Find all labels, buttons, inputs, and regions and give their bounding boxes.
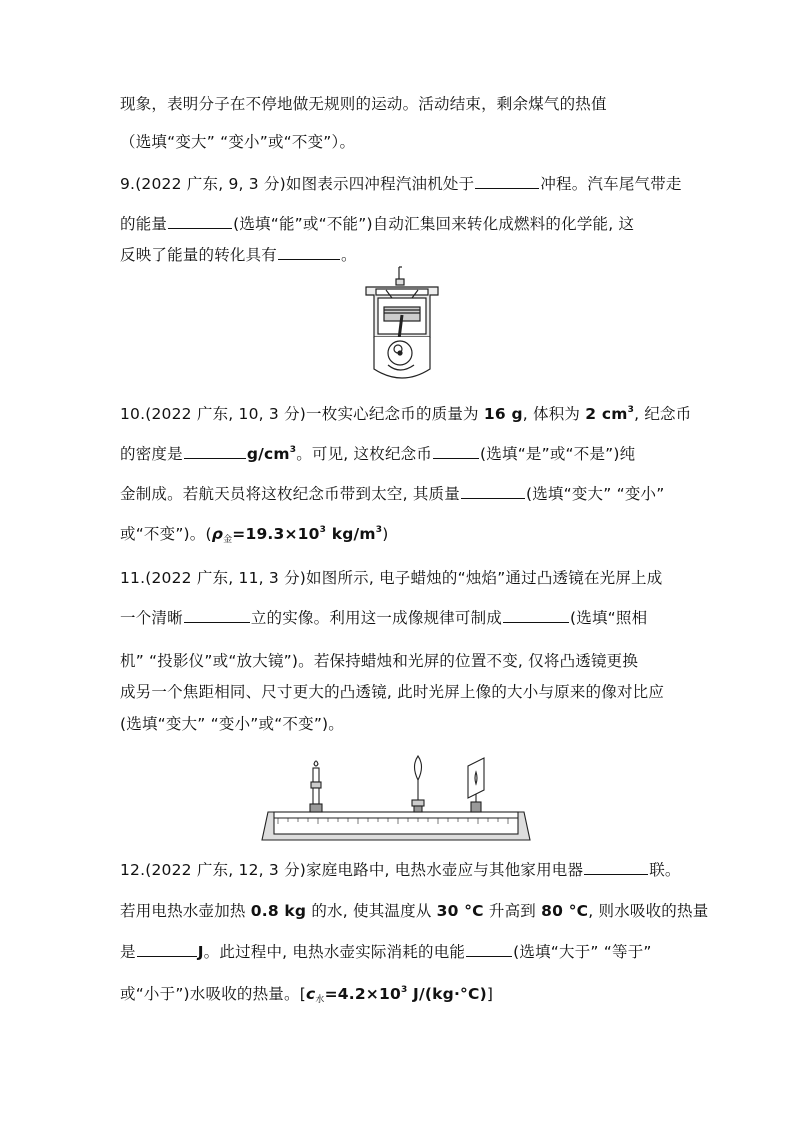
answer-blank[interactable]	[461, 484, 525, 499]
answer-blank[interactable]	[584, 860, 648, 875]
question-11: 11.(2022 广东, 11, 3 分)如图所示, 电子蜡烛的“烛焰”通过凸透镜在光屏上成	[120, 569, 663, 587]
text-line: 若用电热水壶加热 0.8 kg 的水, 使其温度从 30 °C 升高到 80 °C, 则水吸收的热量	[120, 902, 709, 920]
answer-blank[interactable]	[278, 245, 340, 260]
answer-blank[interactable]	[168, 214, 232, 229]
optical-bench-figure	[258, 744, 534, 844]
answer-blank[interactable]	[184, 444, 246, 459]
answer-blank[interactable]	[475, 174, 539, 189]
answer-blank[interactable]	[137, 942, 197, 957]
text-line: 的能量 (选填“能”或“不能”)自动汇集回来转化成燃料的化学能, 这	[120, 215, 635, 233]
question-10: 10.(2022 广东, 10, 3 分)一枚实心纪念币的质量为 16 g, 体积为 2 $cm^3$, 纪念币	[120, 405, 692, 423]
answer-blank[interactable]	[184, 608, 250, 623]
question-12: 12.(2022 广东, 12, 3 分)家庭电路中, 电热水壶应与其他家用电器 联。	[120, 861, 681, 879]
text-line: 的密度是 $g/cm^3$。可见, 这枚纪念币 (选填“是”或“不是”)纯	[120, 445, 636, 463]
text-line: 一个清晰 立的实像。利用这一成像规律可制成 (选填“照相	[120, 609, 648, 627]
text-line: 现象，表明分子在不停地做无规则的运动。活动结束，剩余煤气的热值	[120, 95, 607, 113]
text-line: （选填“变大” “变小”或“不变”）。	[120, 133, 356, 151]
answer-blank[interactable]	[503, 608, 569, 623]
text-line: 是 J。此过程中, 电热水壶实际消耗的电能 (选填“大于” “等于”	[120, 943, 652, 961]
text-line: 金制成。若航天员将这枚纪念币带到太空, 其质量 (选填“变大” “变小”	[120, 485, 665, 503]
answer-blank[interactable]	[433, 444, 479, 459]
engine-figure	[362, 265, 442, 383]
text-line: 或“小于”)水吸收的热量。[$c_水=4.2\times 10^3$ J/(kg·°C)]	[120, 985, 494, 1005]
text-line: 或“不变”)。($\rho_金=19.3\times 10^3$ $kg/m^3$)	[120, 525, 389, 545]
text-line: 反映了能量的转化具有 。	[120, 246, 357, 264]
answer-blank[interactable]	[466, 942, 512, 957]
question-9: 9.(2022 广东, 9, 3 分)如图表示四冲程汽油机处于 冲程。汽车尾气带走	[120, 175, 682, 193]
text-line: 机” “投影仪”或“放大镜”)。若保持蜡烛和光屏的位置不变, 仅将凸透镜更换	[120, 652, 639, 670]
text-line: (选填“变大” “变小”或“不变”)。	[120, 715, 345, 733]
text-line: 成另一个焦距相同、尺寸更大的凸透镜, 此时光屏上像的大小与原来的像对比应	[120, 683, 665, 701]
